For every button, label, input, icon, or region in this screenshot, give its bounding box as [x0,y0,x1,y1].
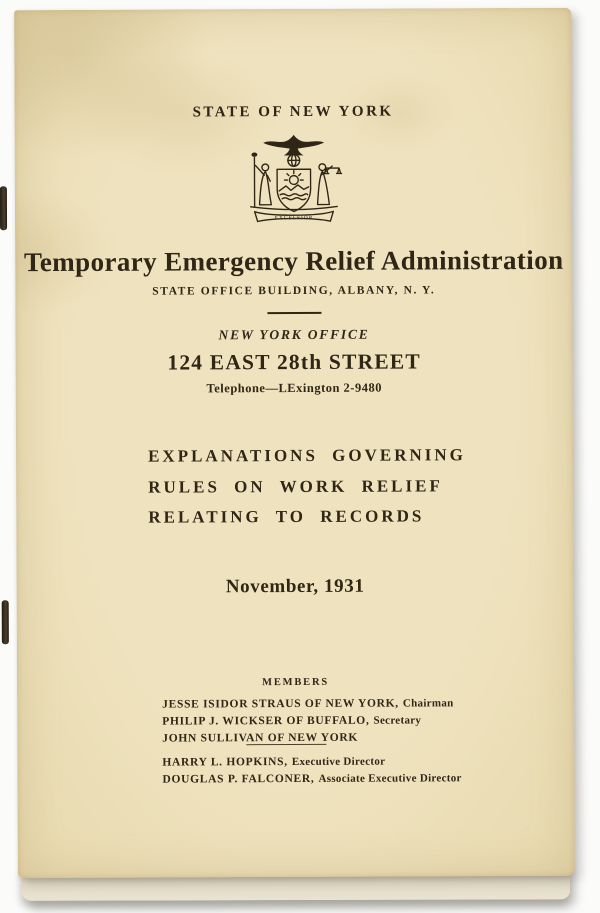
sun-icon [289,176,298,185]
staple-icon [2,600,9,644]
organization-title: Temporary Emergency Relief Administration [23,244,564,278]
ny-coat-of-arms-icon [234,131,352,236]
officers-list [162,752,461,787]
staple-icon [0,186,7,230]
officer-row [162,769,461,787]
organization-address: STATE OFFICE BUILDING, ALBANY, N. Y. [152,284,436,298]
member-role: Chairman [402,697,454,710]
document-title-line: RELATING TO RECORDS [148,506,425,527]
officer-role: Executive Director [291,755,386,769]
document-title-line: RULES ON WORK RELIEF [148,475,443,497]
member-role: Secretary [373,714,422,727]
officer-name: HARRY L. HOPKINS, [162,756,288,769]
officer-name: DOUGLAS P. FALCONER, [162,772,315,786]
members-list [162,694,454,746]
office-label: NEW YORK OFFICE [218,326,370,343]
member-name: JOHN SULLIVAN OF NEW YORK [162,731,359,745]
ny-state-seal [234,131,352,241]
office-street-address: 124 EAST 28th STREET [167,349,422,375]
document-title [148,440,466,533]
member-row [162,711,453,729]
publication-date: November, 1931 [225,575,365,598]
divider-rule [267,312,321,314]
officer-row [162,752,461,770]
seal-motto: EXCELSIOR [274,215,313,222]
members-heading: MEMBERS [262,676,329,689]
member-name: PHILIP J. WICKSER OF BUFFALO, [162,714,370,728]
office-phone: Telephone—LExington 2-9480 [206,380,382,396]
officer-role: Associate Executive Director [318,772,462,785]
pamphlet-cover [14,8,575,878]
member-row [162,694,453,712]
eagle-icon [263,135,324,156]
document-title-line: EXPLANATIONS GOVERNING [148,445,466,466]
state-header: STATE OF NEW YORK [192,103,394,121]
scales-icon [323,168,341,173]
member-name: JESSE ISIDOR STRAUS OF NEW YORK, [162,697,399,711]
